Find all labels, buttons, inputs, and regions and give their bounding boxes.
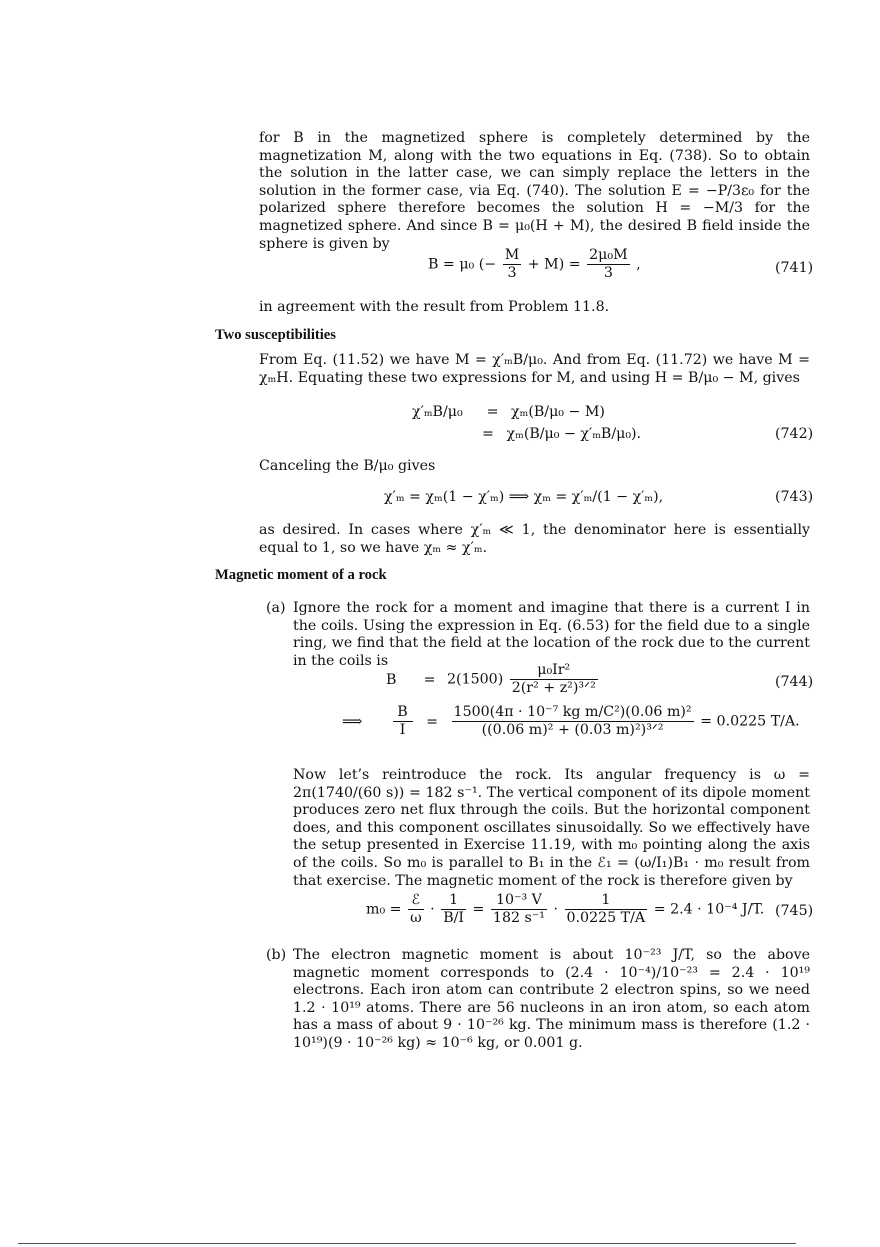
footer-rule (18, 1243, 796, 1244)
list-label-a: (a) (266, 600, 286, 616)
section-heading-rock: Magnetic moment of a rock (215, 567, 387, 583)
equation-number-742: (742) (775, 426, 814, 442)
equation-745: m₀ = $\frac{\text{ℰ}}{\omega}$ · $\frac{1}{B/I}$ = $\frac{\text{10⁻³ V}}{\text{182 s⁻¹}}$ · $\frac{1}{0.0225 T/A}$ = 2.4 · 10⁻⁴ J/T. (366, 892, 765, 926)
equation-number-745: (745) (775, 903, 814, 919)
equation-742-line1: χ′ₘB/μ₀ = χₘ(B/μ₀ − M) (412, 404, 605, 420)
equation-742-line2: = χₘ(B/μ₀ − χ′ₘB/μ₀). (482, 426, 642, 442)
equation-741: B = μ₀ (− $\frac{M}{3}$ + M) = $\frac{\text{2μ₀M}}{3}$ , (428, 247, 641, 281)
list-label-b: (b) (266, 947, 287, 963)
fraction: $\frac{\text{ℰ}}{\omega}$ (410, 892, 422, 926)
fraction: $\frac{M}{3}$ (504, 247, 520, 281)
equation-number-743: (743) (775, 489, 814, 505)
paragraph-susceptibilities: From Eq. (11.52) we have M = χ′ₘB/μ₀. And from Eq. (11.72) we have M = χₘH. Equating these two expressions for M, and using H = B/μ₀ − M, gives (259, 352, 810, 386)
paragraph-reintroduce-rock: Now let’s reintroduce the rock. Its angular frequency is ω = 2π(1740/(60 s)) = 182 s⁻¹. The vertical component of its dipole moment produces zero net flux through the coils. But the horizontal component does, and this component oscillates sinusoidally. So we effectively have the setup presented in Exercise 11.19, with m₀ pointing along the axis of the coils. So m₀ is parallel to B₁ in the ℰ₁ = (ω/I₁)B₁ · m₀ result from that exercise. The magnetic moment of the rock is therefore given by (293, 767, 810, 889)
equation-744-line1: B = 2(1500) $\frac{\text{μ₀Ir²}}{\text{2(r² + z²)³ᐟ²}}$ (386, 662, 596, 696)
fraction: $\frac{\text{10⁻³ V}}{\text{182 s⁻¹}}$ (492, 892, 545, 926)
paragraph-part-a: Ignore the rock for a moment and imagine that there is a current I in the coils. Using the expression in Eq. (6.53) for the field due to a single ring, we find that the field at the location of the rock due to the current in the coils is (293, 600, 810, 669)
paragraph-as-desired: as desired. In cases where χ′ₘ ≪ 1, the denominator here is essentially equal to 1, so we have χₘ ≈ χ′ₘ. (259, 522, 810, 556)
equation-number-744: (744) (775, 674, 814, 690)
section-heading-susceptibilities: Two susceptibilities (215, 327, 336, 343)
equation-743: χ′ₘ = χₘ(1 − χ′ₘ) ⟹ χₘ = χ′ₘ/(1 − χ′ₘ), (384, 489, 664, 505)
paragraph-canceling: Canceling the B/μ₀ gives (259, 458, 436, 474)
fraction: $\frac{\text{μ₀Ir²}}{\text{2(r² + z²)³ᐟ²}}$ (511, 662, 596, 696)
paragraph-agreement: in agreement with the result from Problem 11.8. (259, 299, 610, 315)
fraction: $\frac{\text{2μ₀M}}{3}$ (589, 247, 628, 281)
paragraph-magnetized-sphere: for B in the magnetized sphere is completely determined by the magnetization M, along with the two equations in Eq. (738). So to obtain the solution in the latter case, we can simply replace the letters in the solution in the former case, via Eq. (740). The solution E = −P/3ε₀ for the polarized sphere therefore becomes the solution H = −M/3 for the magnetized sphere. And since B = μ₀(H + M), the desired B field inside the sphere is given by (259, 130, 810, 252)
fraction: $\frac{\text{1500(4π · 10⁻⁷ kg m/C²)(0.06 m)²}}{\text{((0.06 m)² + (0.03 m)²)³ᐟ²}}$ (453, 704, 692, 738)
fraction: $\frac{B}{I}$ (393, 704, 413, 739)
fraction: $\frac{1}{0.0225 T/A}$ (566, 892, 646, 926)
paragraph-part-b: The electron magnetic moment is about 10⁻²³ J/T, so the above magnetic moment corresponds to (2.4 · 10⁻⁴)/10⁻²³ = 2.4 · 10¹⁹ electrons. Each iron atom can contribute 2 electron spins, so we need 1.2 · 10¹⁹ atoms. There are 56 nucleons in an iron atom, so each atom has a mass of about 9 · 10⁻²⁶ kg. The minimum mass is therefore (1.2 · 10¹⁹)(9 · 10⁻²⁶ kg) ≈ 10⁻⁶ kg, or 0.001 g. (293, 947, 810, 1051)
equation-number-741: (741) (775, 260, 814, 276)
fraction: $\frac{1}{B/I}$ (443, 892, 464, 926)
equation-744-line2: ⟹ $\frac{B}{I}$ = $\frac{\text{1500(4π · 10⁻⁷ kg m/C²)(0.06 m)²}}{\text{((0.06 m)² + (0.03 m)²)³ᐟ²}}$ = 0.0225 T/A. (342, 704, 800, 738)
